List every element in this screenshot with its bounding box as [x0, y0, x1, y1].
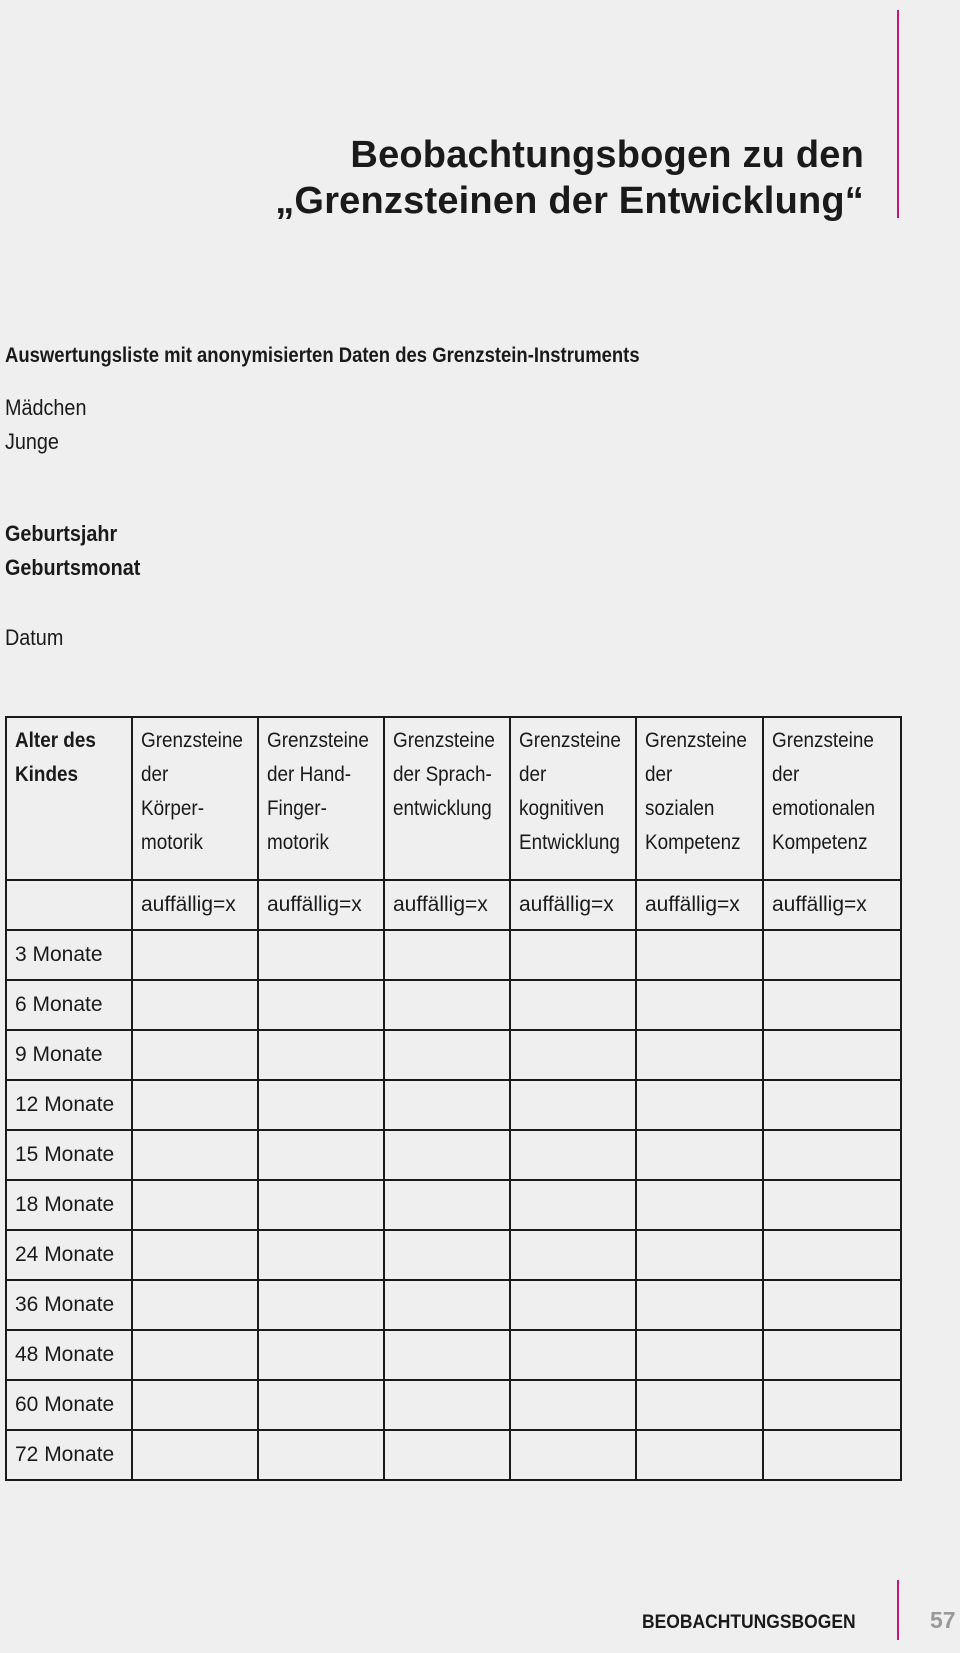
- column-header-line: kognitiven: [519, 797, 605, 820]
- page-title: [275, 132, 864, 224]
- age-label: 36 Monate: [6, 1280, 132, 1330]
- observation-cell[interactable]: [636, 1230, 763, 1280]
- observation-cell[interactable]: [763, 1030, 901, 1080]
- column-header-line: Grenzsteine: [267, 729, 369, 752]
- observation-cell[interactable]: [510, 1380, 636, 1430]
- table-row: [6, 1130, 901, 1180]
- observation-cell[interactable]: [384, 1380, 510, 1430]
- age-label: 24 Monate: [6, 1230, 132, 1280]
- observation-cell[interactable]: [258, 1430, 384, 1480]
- column-header-line: sozialen: [645, 797, 715, 820]
- column-header-line: Entwicklung: [519, 831, 620, 854]
- table-row: [6, 1430, 901, 1480]
- observation-cell[interactable]: [763, 1330, 901, 1380]
- observation-cell[interactable]: [763, 1230, 901, 1280]
- column-header-3: [384, 717, 510, 880]
- observation-cell[interactable]: [510, 1230, 636, 1280]
- observation-cell[interactable]: [384, 930, 510, 980]
- observation-cell[interactable]: [384, 1230, 510, 1280]
- column-header-line: Grenzsteine: [393, 729, 495, 752]
- observation-cell[interactable]: [763, 1130, 901, 1180]
- column-header-line: Körper-: [141, 797, 205, 820]
- column-header-2: [258, 717, 384, 880]
- observation-cell[interactable]: [132, 930, 258, 980]
- observation-cell[interactable]: [132, 980, 258, 1030]
- observation-cell[interactable]: [763, 1280, 901, 1330]
- observation-cell[interactable]: [636, 1430, 763, 1480]
- observation-cell[interactable]: [763, 930, 901, 980]
- observation-cell[interactable]: [258, 1130, 384, 1180]
- column-header-line: Finger-: [267, 797, 327, 820]
- table-row: [6, 1180, 901, 1230]
- observation-cell[interactable]: [384, 1330, 510, 1380]
- observation-cell[interactable]: [132, 1130, 258, 1180]
- age-column-header: [6, 717, 132, 880]
- mark-label: auffällig=x: [510, 880, 636, 930]
- accent-line-bottom: [897, 1580, 899, 1640]
- observation-cell[interactable]: [510, 980, 636, 1030]
- age-label: 12 Monate: [6, 1080, 132, 1130]
- age-label: 48 Monate: [6, 1330, 132, 1380]
- observation-cell[interactable]: [132, 1430, 258, 1480]
- observation-cell[interactable]: [384, 1430, 510, 1480]
- age-label: 3 Monate: [6, 930, 132, 980]
- table-row: [6, 1080, 901, 1130]
- observation-cell[interactable]: [258, 1230, 384, 1280]
- table-row: [6, 1380, 901, 1430]
- age-label: 15 Monate: [6, 1130, 132, 1180]
- accent-line-top: [897, 10, 899, 218]
- table-row: [6, 1030, 901, 1080]
- observation-cell[interactable]: [132, 1080, 258, 1130]
- observation-cell[interactable]: [510, 1430, 636, 1480]
- mark-label: auffällig=x: [132, 880, 258, 930]
- mark-label: auffällig=x: [763, 880, 901, 930]
- observation-cell[interactable]: [636, 930, 763, 980]
- observation-cell[interactable]: [132, 1330, 258, 1380]
- observation-cell[interactable]: [384, 1030, 510, 1080]
- footer-label: BEOBACHTUNGSBOGEN: [642, 1612, 856, 1633]
- mark-row-empty-cell: [6, 880, 132, 930]
- observation-cell[interactable]: [258, 1380, 384, 1430]
- observation-cell[interactable]: [384, 1280, 510, 1330]
- column-header-line: motorik: [141, 831, 203, 854]
- table-row: [6, 1280, 901, 1330]
- observation-cell[interactable]: [763, 1180, 901, 1230]
- observation-cell[interactable]: [510, 1030, 636, 1080]
- column-header-line: der Sprach-: [393, 763, 492, 786]
- observation-cell[interactable]: [763, 980, 901, 1030]
- observation-cell[interactable]: [510, 1280, 636, 1330]
- evaluation-table: [5, 716, 902, 1481]
- observation-cell[interactable]: [132, 1230, 258, 1280]
- observation-cell[interactable]: [258, 980, 384, 1030]
- observation-cell[interactable]: [510, 1330, 636, 1380]
- table-row: [6, 980, 901, 1030]
- age-label: 18 Monate: [6, 1180, 132, 1230]
- observation-cell[interactable]: [132, 1180, 258, 1230]
- table-header-row: [6, 717, 901, 880]
- observation-cell[interactable]: [510, 1130, 636, 1180]
- field-geburtsmonat: Geburtsmonat: [5, 555, 141, 580]
- observation-cell[interactable]: [636, 1380, 763, 1430]
- observation-cell[interactable]: [132, 1380, 258, 1430]
- field-datum: Datum: [5, 625, 64, 650]
- observation-cell[interactable]: [510, 1180, 636, 1230]
- column-header-line: Kompetenz: [772, 831, 868, 854]
- title-line-2: „Grenzsteinen der Entwicklung“: [275, 180, 864, 222]
- column-header-line: Grenzsteine: [772, 729, 874, 752]
- column-header-line: der: [772, 763, 800, 786]
- age-header-line: Kindes: [15, 763, 79, 786]
- observation-cell[interactable]: [636, 1130, 763, 1180]
- observation-cell[interactable]: [636, 1330, 763, 1380]
- mark-legend-row: [6, 880, 901, 930]
- observation-cell[interactable]: [132, 1280, 258, 1330]
- column-header-line: der: [519, 763, 547, 786]
- column-header-line: der Hand-: [267, 763, 352, 786]
- column-header-line: emotionalen: [772, 797, 875, 820]
- column-header-1: [132, 717, 258, 880]
- mark-label: auffällig=x: [258, 880, 384, 930]
- observation-cell[interactable]: [384, 1130, 510, 1180]
- column-header-5: [636, 717, 763, 880]
- column-header-line: Kompetenz: [645, 831, 741, 854]
- observation-cell[interactable]: [258, 1080, 384, 1130]
- table-row: [6, 930, 901, 980]
- observation-cell[interactable]: [258, 930, 384, 980]
- observation-cell[interactable]: [763, 1380, 901, 1430]
- column-header-line: der: [141, 763, 169, 786]
- title-line-1: Beobachtungsbogen zu den: [350, 134, 864, 176]
- observation-cell[interactable]: [384, 1180, 510, 1230]
- column-header-line: der: [645, 763, 673, 786]
- observation-cell[interactable]: [258, 1280, 384, 1330]
- age-label: 60 Monate: [6, 1380, 132, 1430]
- observation-cell[interactable]: [510, 930, 636, 980]
- age-label: 9 Monate: [6, 1030, 132, 1080]
- mark-label: auffällig=x: [636, 880, 763, 930]
- observation-cell[interactable]: [384, 980, 510, 1030]
- observation-cell[interactable]: [258, 1030, 384, 1080]
- age-label: 72 Monate: [6, 1430, 132, 1480]
- observation-cell[interactable]: [258, 1330, 384, 1380]
- field-geburtsjahr: Geburtsjahr: [5, 521, 118, 546]
- observation-cell[interactable]: [636, 980, 763, 1030]
- table-row: [6, 1230, 901, 1280]
- age-header-line: Alter des: [15, 729, 96, 752]
- column-header-line: Grenzsteine: [141, 729, 243, 752]
- observation-cell[interactable]: [763, 1430, 901, 1480]
- observation-cell[interactable]: [636, 1180, 763, 1230]
- column-header-4: [510, 717, 636, 880]
- column-header-line: Grenzsteine: [519, 729, 621, 752]
- observation-cell[interactable]: [258, 1180, 384, 1230]
- field-junge: Junge: [5, 429, 59, 454]
- observation-cell[interactable]: [636, 1080, 763, 1130]
- observation-cell[interactable]: [636, 1280, 763, 1330]
- column-header-6: [763, 717, 901, 880]
- age-label: 6 Monate: [6, 980, 132, 1030]
- subtitle: Auswertungsliste mit anonymisierten Daten des Grenzstein-Instruments: [5, 344, 640, 367]
- observation-cell[interactable]: [636, 1030, 763, 1080]
- observation-cell[interactable]: [510, 1080, 636, 1130]
- page-number: 57: [930, 1607, 956, 1633]
- mark-label: auffällig=x: [384, 880, 510, 930]
- column-header-line: Grenzsteine: [645, 729, 747, 752]
- column-header-line: motorik: [267, 831, 329, 854]
- observation-cell[interactable]: [763, 1080, 901, 1130]
- column-header-line: entwicklung: [393, 797, 492, 820]
- observation-cell[interactable]: [384, 1080, 510, 1130]
- table-row: [6, 1330, 901, 1380]
- field-maedchen: Mädchen: [5, 395, 87, 420]
- observation-cell[interactable]: [132, 1030, 258, 1080]
